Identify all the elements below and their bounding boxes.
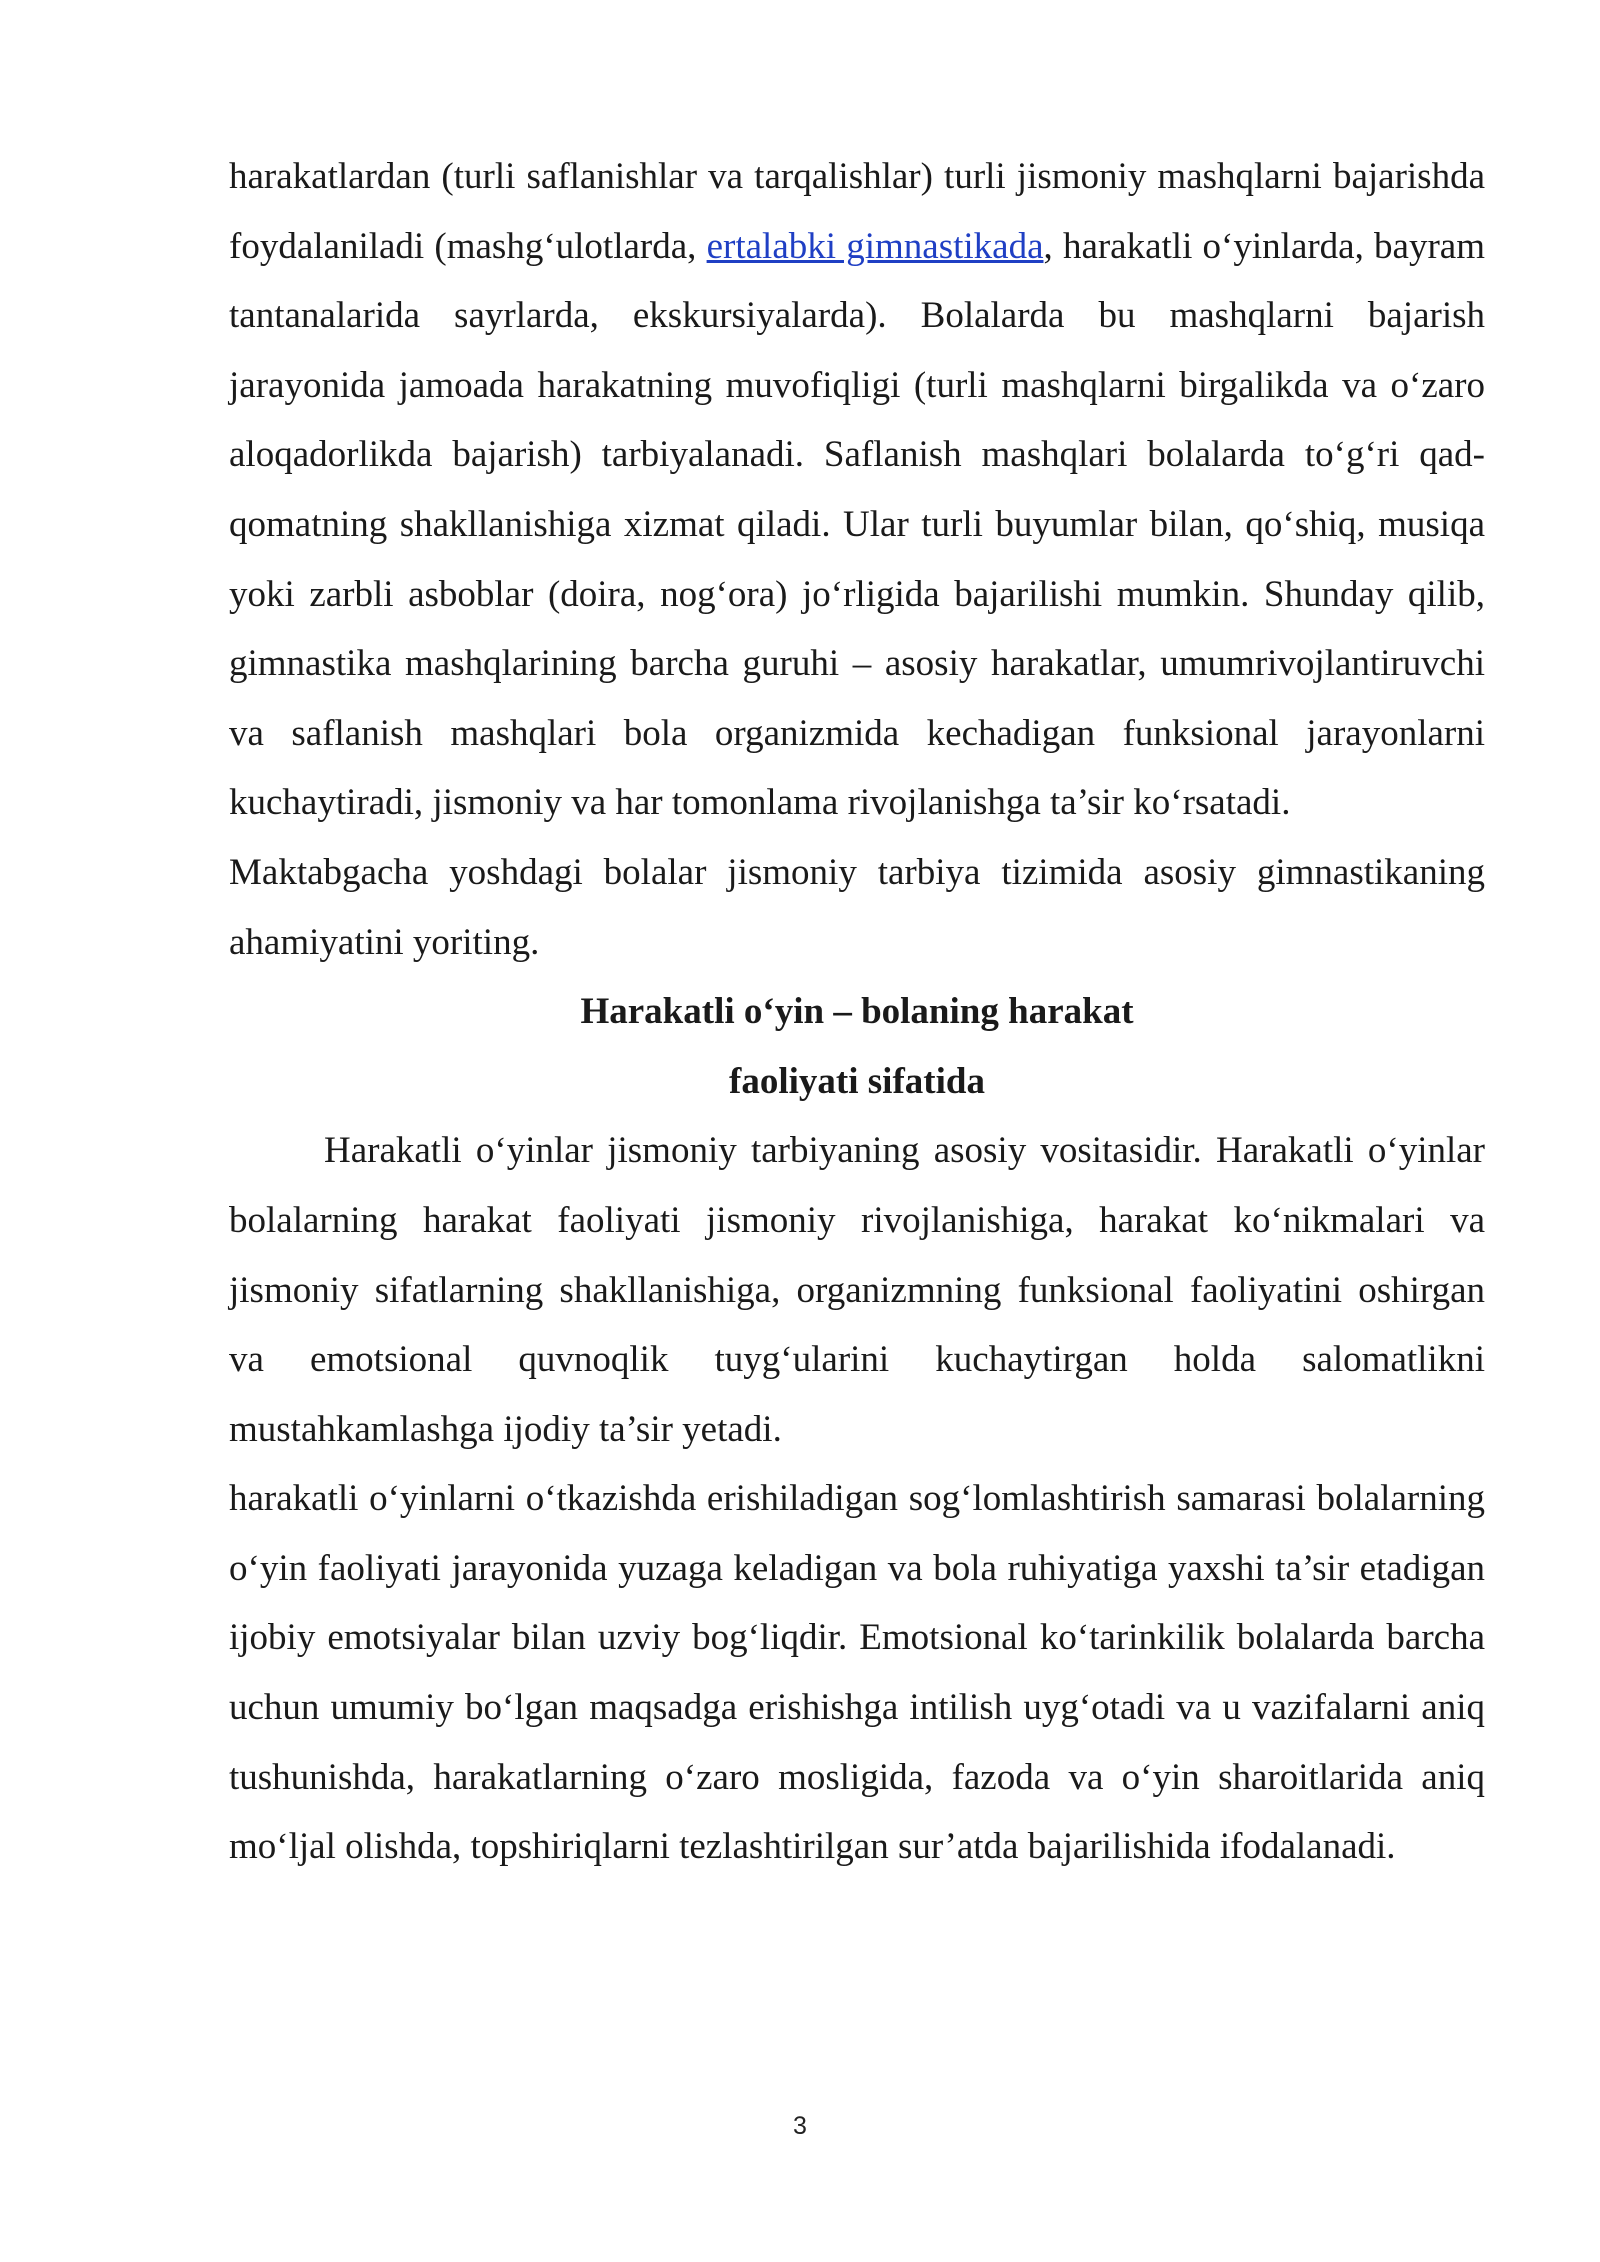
paragraph-active-games: Harakatli o‘yinlar jismoniy tarbiyaning asosiy vositasidir. Harakatli o‘yinlar bolalarning harakat faoliyati jismoniy rivojlanishiga, harakat ko‘nikmalari va jismoniy sifatlarning shakllanishiga, organizmning funksional faoliyatini oshirgan va emotsional quvnoqlik tuyg‘ularini kuchaytirgan holda salomatlikni mustahkamlashga ijodiy ta’sir yetadi.	[229, 1130, 1485, 1450]
page-number: 3	[793, 2112, 807, 2140]
paragraph-text-before-link: harakatlardan (turli saflanishlar va tarqalishlar) turli jismoniy mashqlarni bajarishda foydalaniladi (mashg‘ulotlarda,	[229, 156, 1485, 267]
section-heading-line-1: Harakatli o‘yin – bolaning harakat	[580, 991, 1134, 1033]
section-heading-line-2: faoliyati sifatida	[729, 1060, 985, 1102]
paragraph-gymnastics	[229, 142, 1485, 838]
gymnastics-link[interactable]: ertalabki gimnastikada	[706, 225, 1044, 267]
paragraph-text-after-link: , harakatli o‘yinlarda, bayram tantanalarida sayrlarda, ekskursiyalarda). Bolalarda bu mashqlarni bajarish jarayonida jamoada harakatning muvofiqligi (turli mashqlarni birgalikda va o‘zaro aloqadorlikda bajarish) tarbiyalanadi. Saflanish mashqlari bolalarda to‘g‘ri qad-qomatning shakllanishiga xizmat qiladi. Ular turli buyumlar bilan, qo‘shiq, musiqa yoki zarbli asboblar (doira, nog‘ora) jo‘rligida bajarilishi mumkin. Shunday qilib, gimnastika mashqlarining barcha guruhi – asosiy harakatlar, umumrivojlantiruvchi va saflanish mashqlari bola organizmida kechadigan funksional jarayonlarni kuchaytiradi, jismoniy va har tomonlama rivojlanishga ta’sir ko‘rsatadi.	[229, 225, 1485, 824]
paragraph-task: Maktabgacha yoshdagi bolalar jismoniy tarbiya tizimida asosiy gimnastikaning ahamiyatini yoriting.	[229, 851, 1485, 963]
paragraph-health-effect: harakatli o‘yinlarni o‘tkazishda erishiladigan sog‘lomlashtirish samarasi bolalarning o‘yin faoliyati jarayonida yuzaga keladigan va bola ruhiyatiga yaxshi ta’sir etadigan ijobiy emotsiyalar bilan uzviy bog‘liqdir. Emotsional ko‘tarinkilik bolalarda barcha uchun umumiy bo‘lgan maqsadga erishishga intilish uyg‘otadi va u vazifalarni aniq tushunishda, harakatlarning o‘zaro mosligida, fazoda va o‘yin sharoitlarida aniq mo‘ljal olishda, topshiriqlarni tezlashtirilgan sur’atda bajarilishida ifodalanadi.	[229, 1478, 1485, 1868]
page-content	[229, 142, 1485, 1882]
